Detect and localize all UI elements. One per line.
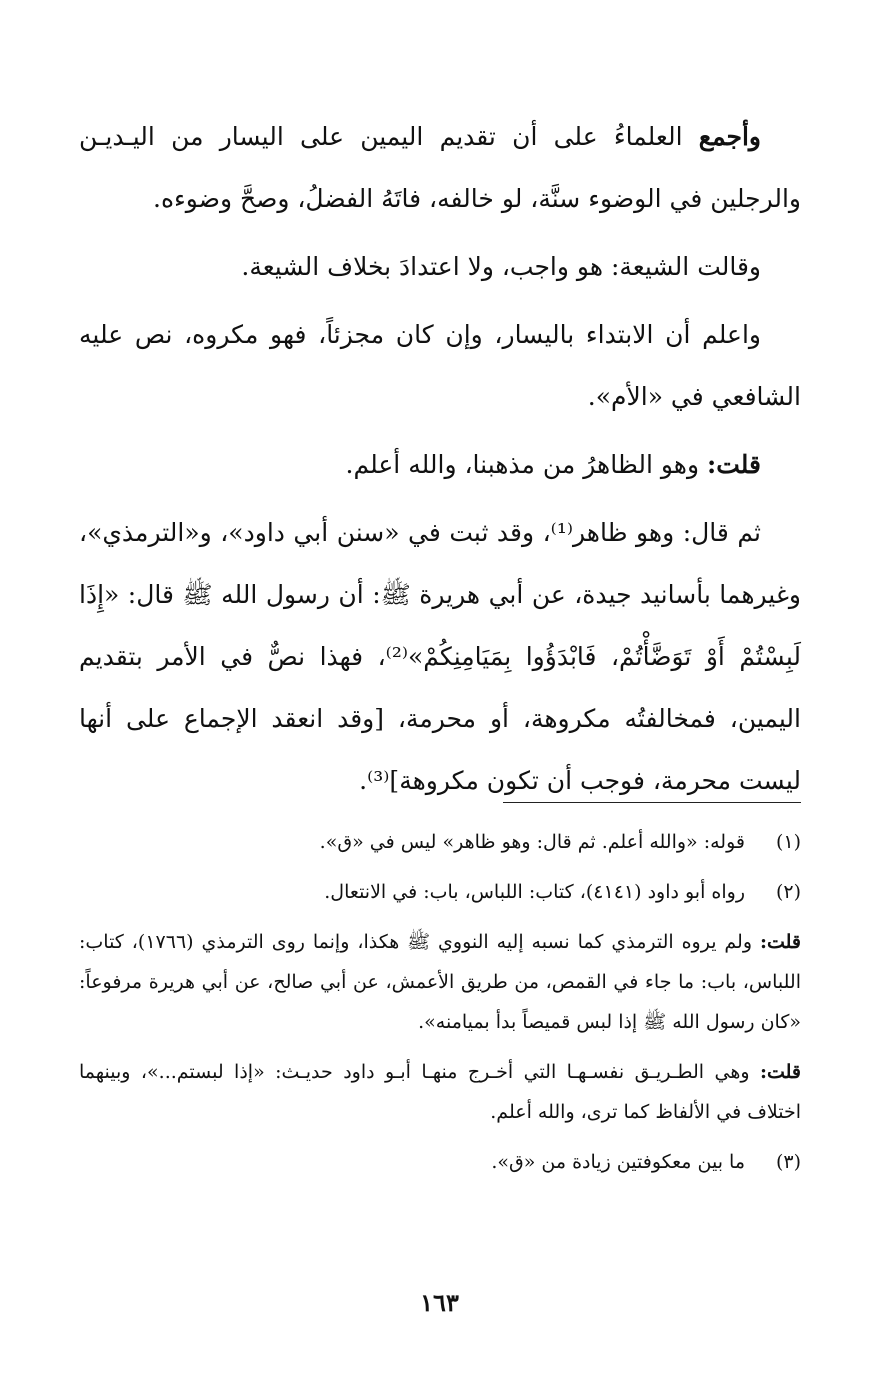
paragraph-2: وقالت الشيعة: هو واجب، ولا اعتدادَ بخلاف الشيعة. (241, 252, 761, 281)
paragraph-1-text: العلماءُ على أن تقديم اليمين على اليسار من اليـديـن والرجلين في الوضوء سنَّة، لو خالفه، فاتَهُ الفضلُ، وصحَّ وضوءه. (79, 122, 801, 213)
footnote-2-note-1-lead: قلت: (759, 931, 801, 953)
footnote-2-text: رواه أبو داود (٤١٤١)، كتاب: اللباس، باب: في الانتعال. (324, 881, 745, 903)
paragraph-1-lead: وأجمع (698, 122, 761, 151)
paragraph-4-text: وهو الظاهرُ من مذهبنا، والله أعلم. (345, 450, 707, 479)
footnote-1-text: قوله: «والله أعلم. ثم قال: وهو ظاهر» ليس في «ق». (319, 831, 745, 853)
footnote-2-note-1-text: ولم يروه الترمذي كما نسبه إليه النووي ﷺ هكذا، وإنما روى الترمذي (١٧٦٦)، كتاب: اللباس، باب: ما جاء في القمص، من طريق الأعمش، عن أبي صالح، عن أبي هريرة مرفوعاً: «كان رسول الله ﷺ إذا لبس قميصاً بدأ بميامنه». (79, 931, 801, 1033)
paragraph-4-lead: قلت: (706, 450, 761, 479)
footnote-1 (79, 822, 801, 862)
footnote-2-note-1 (79, 922, 801, 1042)
paragraph-4 (79, 434, 801, 496)
paragraph-1 (79, 106, 801, 230)
paragraph-5: ثم قال: وهو ظاهر⁽¹⁾، وقد ثبت في «سنن أبي داود»، و«الترمذي»، وغيرهما بأسانيد جيدة، عن أبي هريرة ﷺ: أن رسول الله ﷺ قال: «إِذَا لَبِسْتُمْ أَوْ تَوَضَّأْتُمْ، فَابْدَؤُوا بِمَيَامِنِكُمْ»⁽²⁾، فهذا نصٌّ في الأمر بتقديم اليمين، فمخالفتُه مكروهة، أو محرمة، [وقد انعقد الإجماع على أنها ليست محرمة، فوجب أن تكون مكروهة]⁽³⁾. (79, 518, 801, 795)
footnote-2-note-2 (79, 1052, 801, 1132)
footnote-2-note-2-lead: قلت: (759, 1061, 801, 1083)
footnote-2-note-2-text: وهي الطـريـق نفسـهـا التي أخـرج منهـا أبـو داود حديـث: «إذا لبستم...»، وبينهما اختلاف في الألفاظ كما ترى، والله أعلم. (79, 1061, 801, 1123)
footnote-2 (79, 872, 801, 912)
footnote-divider (503, 802, 801, 803)
footnote-3 (79, 1142, 801, 1182)
footnote-2-number: (٢) (775, 881, 801, 903)
paragraph-3: واعلم أن الابتداء باليسار، وإن كان مجزئاً، فهو مكروه، نص عليه الشافعي في «الأم». (79, 320, 801, 411)
footnote-3-number: (٣) (775, 1151, 801, 1173)
footnote-1-number: (١) (775, 831, 801, 853)
main-text (79, 106, 801, 818)
footnotes (79, 822, 801, 1192)
page-number: ١٦٣ (420, 1288, 459, 1317)
footnote-3-text: ما بين معكوفتين زيادة من «ق». (491, 1151, 745, 1173)
